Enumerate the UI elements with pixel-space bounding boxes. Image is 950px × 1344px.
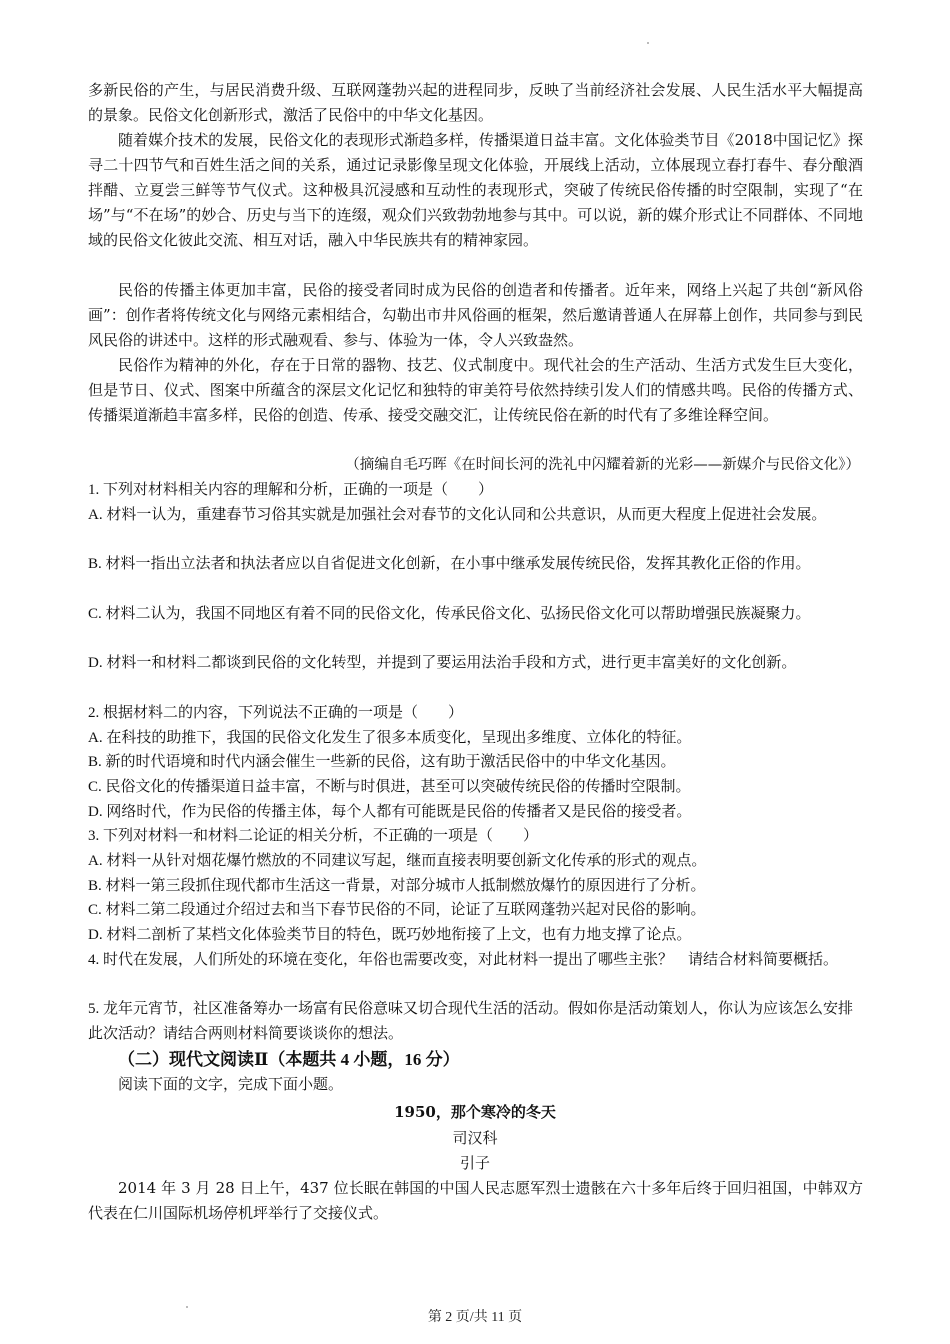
option-1b: B. 材料一指出立法者和执法者应以自省促进文化创新，在小事中继承发展传统民俗，发挥其教化正俗的作用。 [88, 556, 811, 572]
option-2a: A. 在科技的助推下，我国的民俗文化发生了很多本质变化，呈现出多维度、立体化的特征。 [88, 730, 692, 746]
source-citation: （摘编自毛巧晖《在时间长河的洗礼中闪耀着新的光彩——新媒介与民俗文化》） [345, 457, 860, 473]
question-3: 3. 下列对材料一和材料二论证的相关分析，不正确的一项是（ ） [88, 828, 539, 844]
option-2b: B. 新的时代语境和时代内涵会催生一些新的民俗，这有助于激活民俗中的中华文化基因。 [88, 754, 676, 770]
section-instruction: 阅读下面的文字，完成下面小题。 [118, 1077, 344, 1093]
article-title: 1950，那个寒冷的冬天 [394, 1103, 556, 1121]
question-5: 5. 龙年元宵节，社区准备筹办一场富有民俗意味又切合现代生活的活动。假如你是活动策划人，你认为应该怎么安排此次活动？请结合两则材料简要谈谈你的想法。 [88, 1001, 854, 1042]
option-3d: D. 材料二剖析了某档文化体验类节目的特色，既巧妙地衔接了上文，也有力地支撑了论点。 [88, 927, 692, 943]
article-paragraph: 2014 年 3 月 28 日上午，437 位长眠在韩国的中国人民志愿军烈士遗骸在六十多年后终于回归祖国，中韩双方代表在仁川国际机场停机坪举行了交接仪式。 [88, 1179, 863, 1222]
material-paragraph: 随着媒介技术的发展，民俗文化的表现形式渐趋多样，传播渠道日益丰富。文化体验类节目《2018中国记忆》探寻二十四节气和百姓生活之间的关系，通过记录影像呈现文化体验，开展线上活动，立体展现立春打春牛、春分酿酒拌醋、立夏尝三鲜等节气仪式。这种极具沉浸感和互动性的表现形式，突破了传统民俗传播的时空限制，实现了“在场”与“不在场”的妙合、历史与当下的连缀，观众们兴致勃勃地参与其中。可以说，新的媒介形式让不同群体、不同地域的民俗文化彼此交流、相互对话，融入中华民族共有的精神家园。 [88, 131, 863, 249]
page-number: 第 2 页/共 11 页 [427, 1310, 523, 1325]
material-paragraph: 多新民俗的产生，与居民消费升级、互联网蓬勃兴起的进程同步，反映了当前经济社会发展、人民生活水平大幅提高的景象。民俗文化创新形式，激活了民俗中的中华文化基因。 [88, 81, 863, 124]
question-2: 2. 根据材料二的内容，下列说法不正确的一项是（ ） [88, 705, 464, 721]
option-1a: A. 材料一认为，重建春节习俗其实就是加强社会对春节的文化认同和公共意识，从而更大程度上促进社会发展。 [88, 507, 827, 523]
option-3b: B. 材料一第三段抓住现代都市生活这一背景，对部分城市人抵制燃放爆竹的原因进行了分析。 [88, 878, 706, 894]
question-4: 4. 时代在发展，人们所处的环境在变化，年俗也需要改变，对此材料一提出了哪些主张？ 请结合材料简要概括。 [88, 952, 839, 968]
option-2d: D. 网络时代，作为民俗的传播主体，每个人都有可能既是民俗的传播者又是民俗的接受者。 [88, 804, 692, 820]
option-1d: D. 材料一和材料二都谈到民俗的文化转型，并提到了要运用法治手段和方式，进行更丰富美好的文化创新。 [88, 655, 797, 671]
option-3a: A. 材料一从针对烟花爆竹燃放的不同建议写起，继而直接表明要创新文化传承的形式的观点。 [88, 853, 707, 869]
option-1c: C. 材料二认为，我国不同地区有着不同的民俗文化，传承民俗文化、弘扬民俗文化可以帮助增强民族凝聚力。 [88, 606, 811, 622]
article-author: 司汉科 [452, 1129, 498, 1147]
article-subtitle: 引子 [459, 1154, 490, 1172]
section-heading: （二）现代文阅读Ⅱ（本题共 4 小题，16 分） [118, 1050, 460, 1069]
option-3c: C. 材料二第二段通过介绍过去和当下春节民俗的不同，论证了互联网蓬勃兴起对民俗的影响。 [88, 902, 706, 918]
question-1: 1. 下列对材料相关内容的理解和分析，正确的一项是（ ） [88, 482, 494, 498]
material-paragraph: 民俗的传播主体更加丰富，民俗的接受者同时成为民俗的创造者和传播者。近年来，网络上兴起了共创“新风俗画”：创作者将传统文化与网络元素相结合，勾勒出市井风俗画的框架，然后邀请普通人在屏幕上创作，共同参与到民风民俗的讲述中。这样的形式融观看、参与、体验为一体，令人兴致盎然。 [88, 281, 863, 349]
scan-dot [647, 42, 649, 44]
option-2c: C. 民俗文化的传播渠道日益丰富，不断与时俱进，甚至可以突破传统民俗的传播时空限制。 [88, 779, 691, 795]
material-paragraph: 民俗作为精神的外化，存在于日常的器物、技艺、仪式制度中。现代社会的生产活动、生活方式发生巨大变化，但是节日、仪式、图案中所蕴含的深层文化记忆和独特的审美符号依然持续引发人们的情感共鸣。民俗的传播方式、传播渠道渐趋丰富多样，民俗的创造、传承、接受交融交汇，让传统民俗在新的时代有了多维诠释空间。 [88, 356, 863, 424]
